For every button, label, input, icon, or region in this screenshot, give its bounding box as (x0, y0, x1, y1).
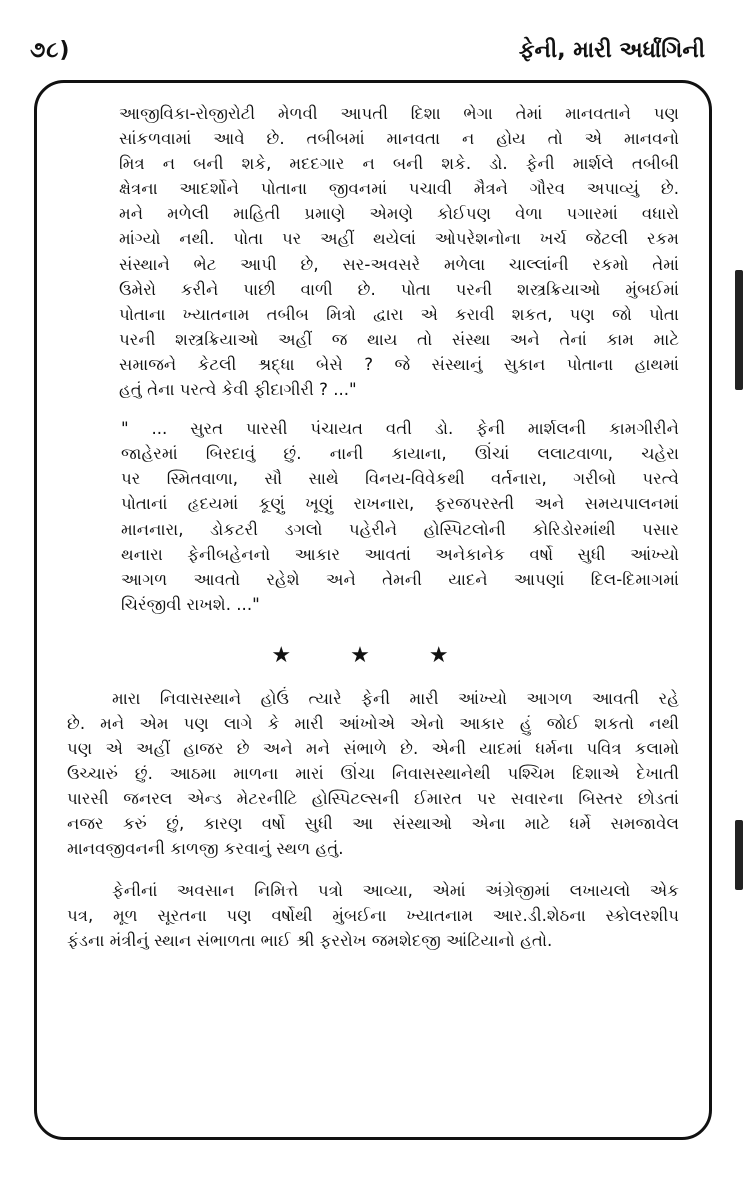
scan-edge-mark (735, 270, 743, 390)
text-line: મારા નિવાસસ્થાને હોઉં ત્યારે ફેની મારી આંખ્યો આગળ આવતી રહે (112, 688, 679, 708)
content-frame (34, 80, 712, 1140)
text-line: પણ એ અહીં હાજર છે અને મને સંભાળે છે. એની યાદમાં ધર્મના પવિત્ર કલામો (67, 739, 679, 759)
text-line: જાહેરમાં બિરદાવું છું. નાની કાયાના, ઊંચાં લલાટવાળા, ચહેરા (121, 444, 679, 464)
text-line: થનારા ફેનીબહેનનો આકાર આવતાં અનેકાનેક વર્ષો સુધી આંખ્યો (121, 544, 679, 564)
text-line: ફંડના મંત્રીનું સ્થાન સંભાળતા ભાઈ શ્રી ફરરોખ જમશેદજી આંટિયાનો હતો. (67, 930, 553, 950)
text-line: પોતાના ખ્યાતનામ તબીબ મિત્રો દ્વારા એ કરાવી શકત, પણ જો પોતા (119, 304, 679, 324)
page-number: ૭૮) (30, 38, 71, 63)
paragraph-3 (67, 686, 679, 862)
scan-edge-mark (735, 820, 743, 890)
text-line: મિત્ર ન બની શકે, મદદગાર ન બની શકે. ડો. ફેની માર્શલે તબીબી (119, 154, 679, 174)
text-line: પરની શસ્ત્રક્રિયાઓ અહીં જ થાય તો સંસ્થા અને તેનાં કામ માટે (119, 329, 679, 349)
text-line: સાંકળવામાં આવે છે. તબીબમાં માનવતા ન હોય તો એ માનવનો (119, 129, 679, 149)
section-separator: ★ ★ ★ (271, 642, 475, 668)
text-line: " ... સુરત પારસી પંચાયત વતી ડો. ફેની માર્શલની કામગીરીને (121, 419, 679, 439)
text-line: ચિરંજીવી રાખશે. ..." (121, 594, 260, 614)
running-title: ફેની, મારી અર્ધાંગિની (518, 38, 705, 63)
text-line: મને મળેલી માહિતી પ્રમાણે એમણે કોઈપણ વેળા પગારમાં વધારો (119, 204, 679, 224)
text-line: માનનારા, ડોકટરી ડગલો પહેરીને હોસ્પિટલોની કોરિડોરમાંથી પસાર (121, 519, 679, 539)
text-line: પોતાનાં હૃદયમાં કૂણું ખૂણું રાખનારા, ફરજપરસ્તી અને સમયપાલનમાં (121, 494, 679, 514)
text-line: સંસ્થાને ભેટ આપી છે, સર-અવસરે મળેલા ચાલ્લાંની રકમો તેમાં (119, 254, 679, 274)
page-header (30, 38, 705, 63)
text-line: પર સ્મિતવાળા, સૌ સાથે વિનય-વિવેકથી વર્તનારા, ગરીબો પરત્વે (121, 469, 679, 489)
text-line: આગળ આવતો રહેશે અને તેમની યાદને આપણાં દિલ-દિમાગમાં (121, 569, 679, 589)
paragraph-4 (67, 878, 679, 953)
text-line: ફેનીનાં અવસાન નિમિત્તે પત્રો આવ્યા, એમાં અંગ્રેજીમાં લખાયલો એક (112, 880, 679, 900)
text-line: પારસી જનરલ એન્ડ મેટરનીટિ હોસ્પિટલ્સની ઈમારત પર સવારના બિસ્તર છોડતાં (67, 789, 679, 809)
text-line: સમાજને કેટલી શ્રદ્ધા બેસે ? જે સંસ્થાનું સુકાન પોતાના હાથમાં (119, 354, 679, 374)
text-line: આજીવિકા-રોજીરોટી મેળવી આપતી દિશા ભેગા તેમાં માનવતાને પણ (119, 104, 679, 123)
text-line: માંગ્યો નથી. પોતા પર અહીં થયેલાં ઓપરેશનોના ખર્ચ જેટલી રકમ (119, 229, 679, 249)
text-line: નજર કરું છું, કારણ વર્ષો સુધી આ સંસ્થાઓ એના માટે ધર્મે સમજાવેલ (67, 814, 679, 834)
text-line: હતું તેના પરત્વે કેવી ફીદાગીરી ? ..." (119, 380, 357, 400)
text-line: માનવજીવનની કાળજી કરવાનું સ્થળ હતું. (67, 839, 344, 859)
text-line: ક્ષેત્રના આદર્શોને પોતાના જીવનમાં પચાવી મૈત્રને ગૌરવ અપાવ્યું છે. (119, 179, 679, 199)
text-line: પત્ર, મૂળ સૂરતના પણ વર્ષોથી મુંબઈના ખ્યાતનામ આર.ડી.શેઠના સ્કોલરશીપ (67, 905, 679, 925)
text-line: ઉમેરો કરીને પાછી વાળી છે. પોતા પરની શસ્ત્રક્રિયાઓ મુંબઈમાં (119, 279, 679, 299)
quote-paragraph (67, 416, 679, 617)
text-line: છે. મને એમ પણ લાગે કે મારી આંખોએ એનો આકાર હું જોઈ શકતો નથી (67, 713, 679, 733)
text-line: ઉચ્ચારું છું. આઠમા માળના મારાં ઊંચા નિવાસસ્થાનેથી પશ્ચિમ દિશાએ દેખાતી (67, 764, 679, 784)
paragraph-1 (67, 101, 679, 402)
